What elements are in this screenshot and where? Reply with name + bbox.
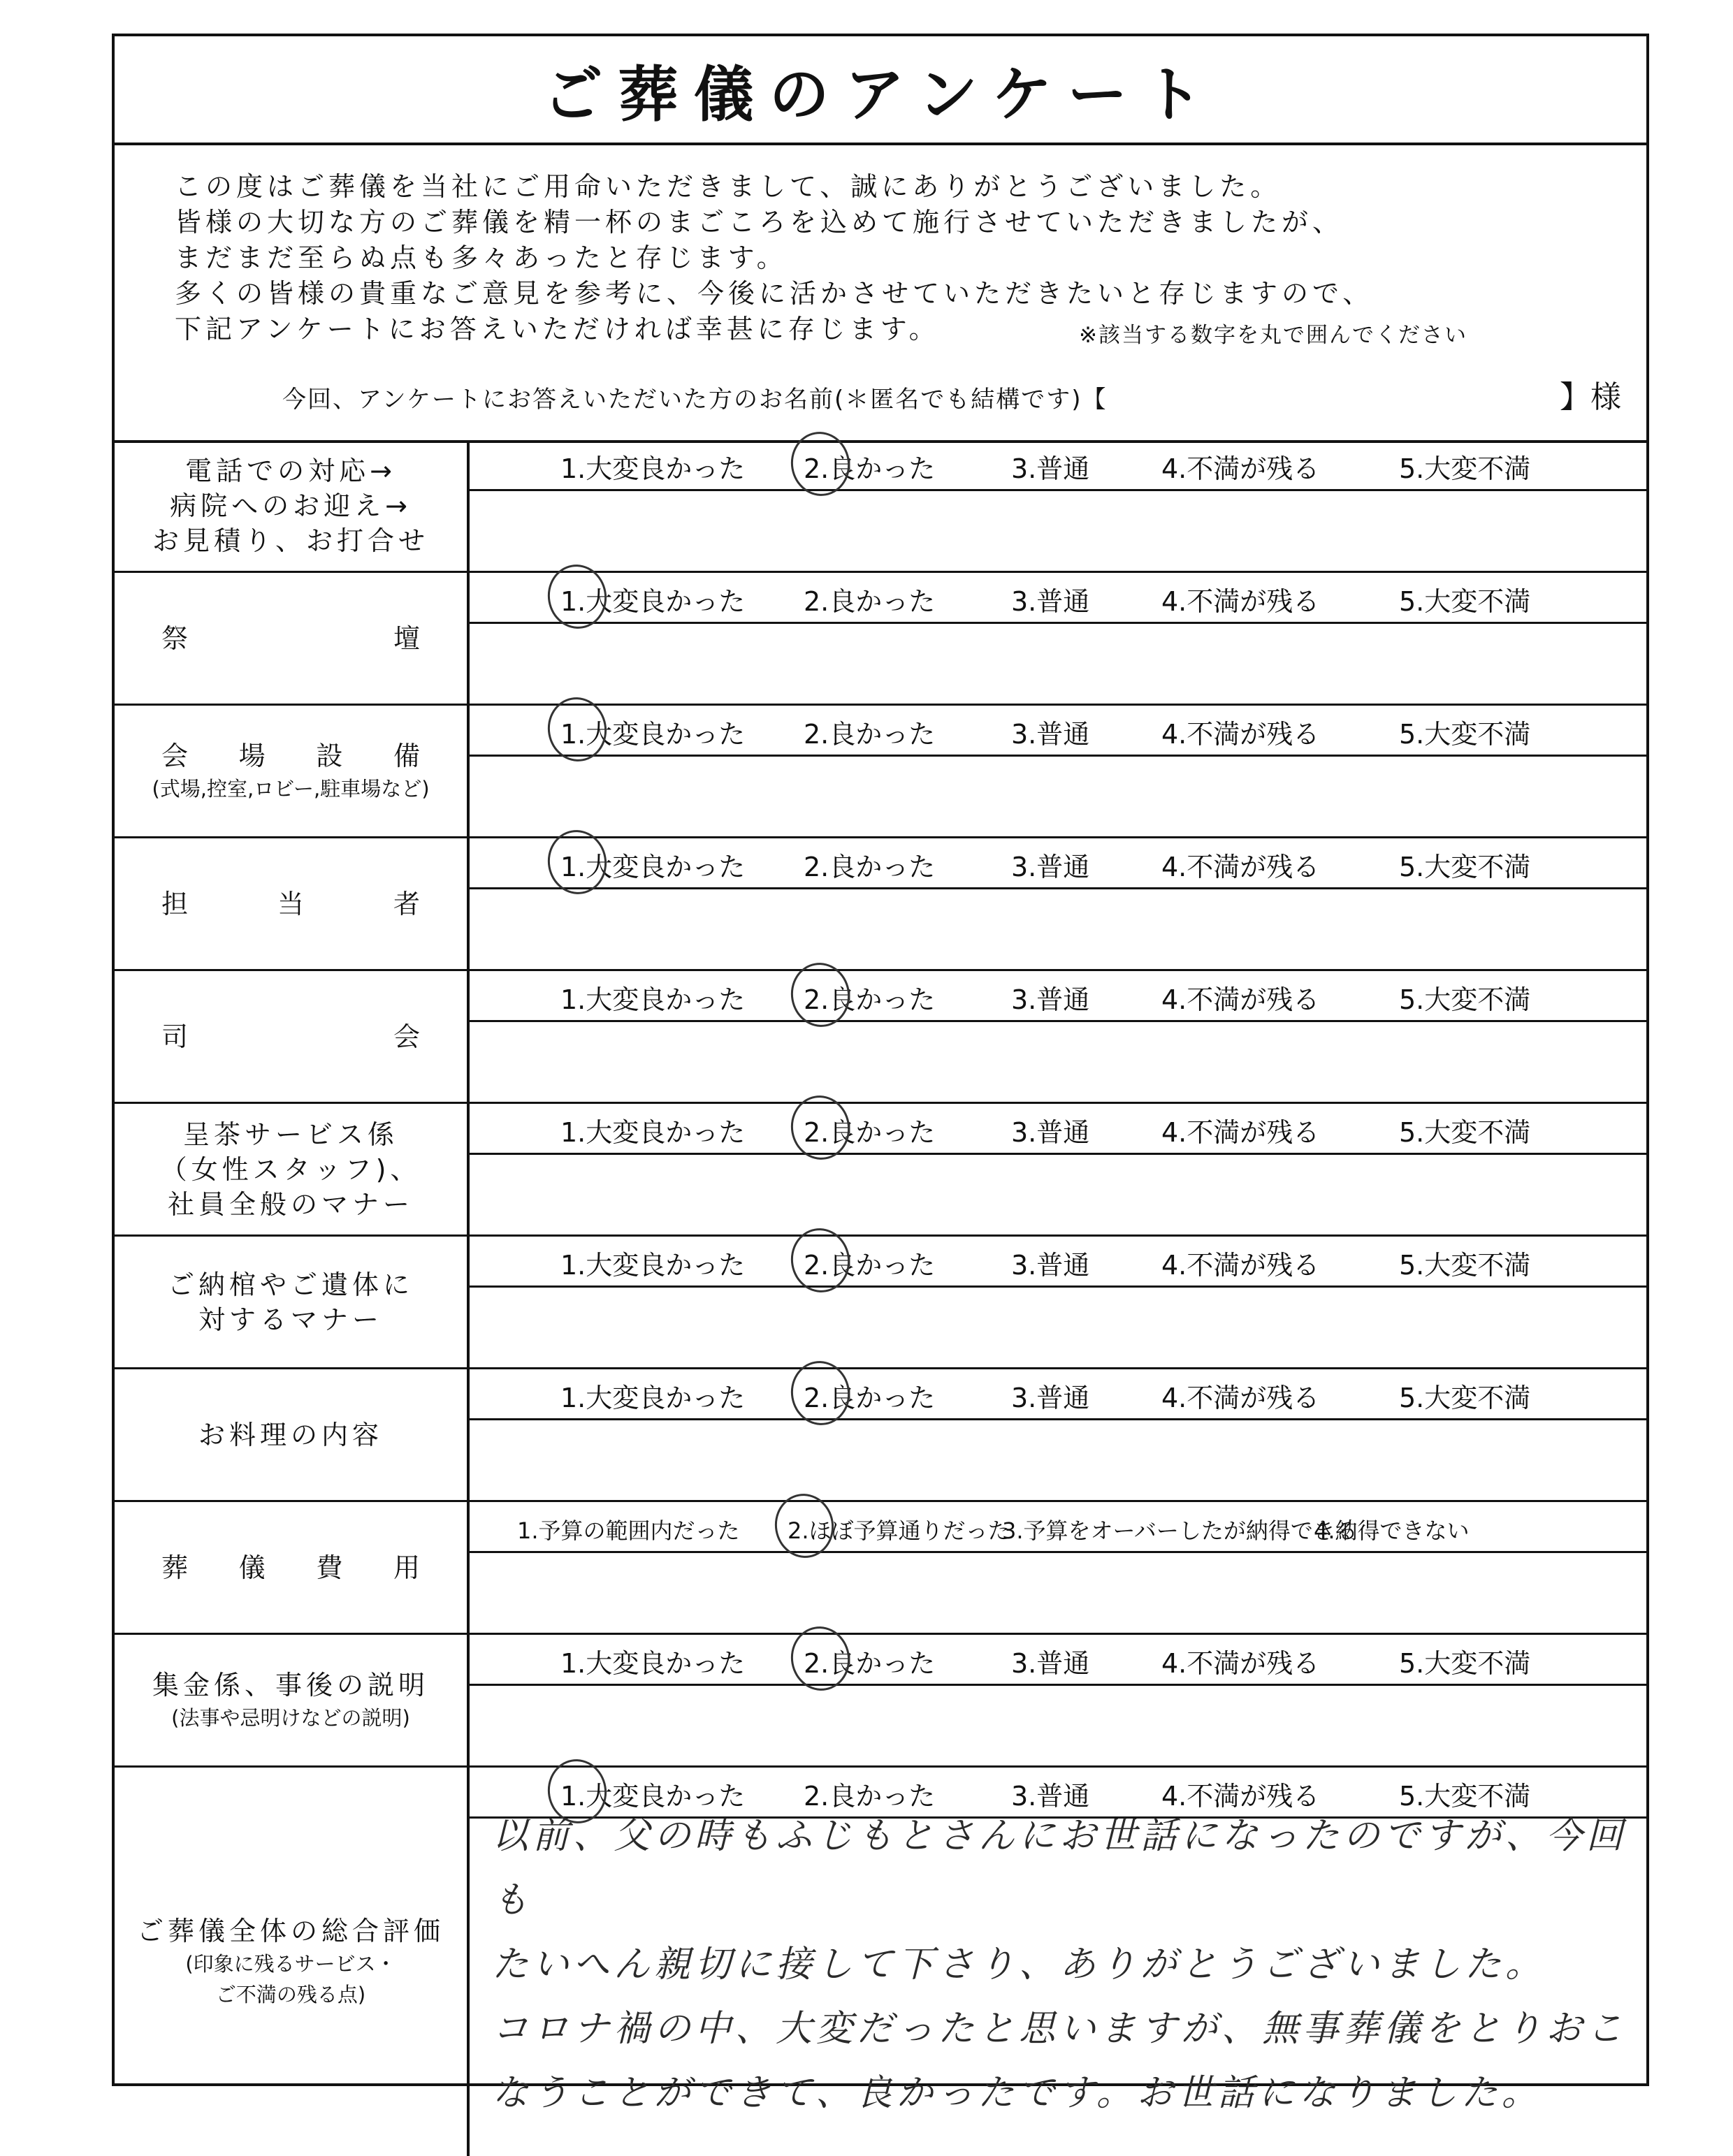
question-label-char: 費: [316, 1552, 343, 1583]
option-2[interactable]: 2.良かった: [804, 719, 936, 750]
question-label-line: ご葬儀全体の総合評価: [136, 1916, 444, 1946]
option-3[interactable]: 3.普通: [1011, 1117, 1090, 1148]
rating-options: [470, 1635, 1646, 1686]
option-4[interactable]: 4.納得できない: [1314, 1517, 1470, 1544]
option-1[interactable]: 1.大変良かった: [560, 852, 746, 882]
name-suffix: 】様: [1560, 379, 1621, 415]
option-5[interactable]: 5.大変不満: [1399, 1117, 1531, 1148]
question-row: [115, 440, 1646, 573]
question-label: [115, 1104, 470, 1234]
question-label-char: 設: [316, 740, 343, 771]
question-label-char: 司: [161, 1021, 189, 1052]
question-label-line: お見積り、お打合せ: [152, 525, 429, 556]
option-3[interactable]: 3.普通: [1011, 453, 1090, 484]
option-1[interactable]: 1.大変良かった: [560, 984, 746, 1015]
question-label-line: お料理の内容: [198, 1419, 383, 1450]
name-prompt: 今回、アンケートにお答えいただいた方のお名前(＊匿名でも結構です)【: [282, 386, 1108, 414]
question-label-char: 祭: [161, 622, 189, 654]
question-label-char: 会: [161, 740, 189, 771]
option-3[interactable]: 3.普通: [1011, 586, 1090, 617]
question-label: [115, 1369, 470, 1500]
question-row: [115, 971, 1646, 1104]
question-label: [115, 440, 470, 571]
question-label-char: 場: [238, 740, 266, 771]
rating-options: [470, 971, 1646, 1022]
rating-options: [470, 440, 1646, 491]
question-label-char: 当: [277, 888, 304, 919]
option-4[interactable]: 4.不満が残る: [1161, 1250, 1320, 1281]
rating-options: [470, 573, 1646, 624]
comment-line: コロナ禍の中、大変だったと思いますが、無事葬儀をとりおこ: [492, 2008, 1627, 2050]
question-label-spread: [161, 1550, 420, 1585]
option-5[interactable]: 5.大変不満: [1399, 1648, 1531, 1679]
question-row: [115, 1369, 1646, 1502]
instruction-note: ※該当する数字を丸で囲んでください: [1079, 323, 1467, 348]
option-2[interactable]: 2.良かった: [804, 1383, 936, 1413]
question-row: [115, 1104, 1646, 1237]
option-4[interactable]: 4.不満が残る: [1161, 1781, 1320, 1812]
option-3[interactable]: 3.普通: [1011, 1250, 1090, 1281]
option-5[interactable]: 5.大変不満: [1399, 586, 1531, 617]
rating-options: [470, 838, 1646, 889]
comment-line: なうことができて、良かったです。お世話になりました。: [492, 2072, 1542, 2114]
option-4[interactable]: 4.不満が残る: [1161, 453, 1320, 484]
question-label-sub: ご不満の残る点): [215, 1983, 366, 2006]
intro-section: [115, 143, 1646, 443]
question-label-char: 担: [161, 888, 189, 919]
rating-options: [470, 1369, 1646, 1420]
option-2[interactable]: 2.良かった: [804, 984, 936, 1015]
question-label-char: 備: [393, 740, 420, 771]
question-row: [115, 1635, 1646, 1768]
question-label: [115, 971, 470, 1102]
option-3[interactable]: 3.普通: [1011, 1648, 1090, 1679]
rating-options: [470, 706, 1646, 757]
option-1[interactable]: 1.大変良かった: [560, 1250, 746, 1281]
question-label-line: 電話での対応→: [185, 455, 396, 486]
option-3[interactable]: 3.普通: [1011, 852, 1090, 882]
option-2[interactable]: 2.良かった: [804, 1250, 936, 1281]
option-5[interactable]: 5.大変不満: [1399, 984, 1531, 1015]
option-4[interactable]: 4.不満が残る: [1161, 1383, 1320, 1413]
option-3[interactable]: 3.普通: [1011, 719, 1090, 750]
option-1[interactable]: 1.大変良かった: [560, 586, 746, 617]
intro-line: この度はご葬儀を当社にご用命いただきまして、誠にありがとうございました。: [175, 171, 1282, 202]
option-1[interactable]: 1.予算の範囲内だった: [517, 1517, 740, 1544]
option-5[interactable]: 5.大変不満: [1399, 719, 1531, 750]
option-2[interactable]: 2.良かった: [804, 1781, 936, 1812]
option-3[interactable]: 3.予算をオーバーしたが納得できる: [1002, 1517, 1358, 1544]
question-label-spread: [161, 1019, 420, 1054]
option-3[interactable]: 3.普通: [1011, 1383, 1090, 1413]
option-4[interactable]: 4.不満が残る: [1161, 1648, 1320, 1679]
question-label-char: 儀: [238, 1552, 266, 1583]
option-1[interactable]: 1.大変良かった: [560, 1781, 746, 1812]
question-label-sub: (法事や忌明けなどの説明): [171, 1705, 410, 1730]
question-row: [115, 1237, 1646, 1369]
question-label-line: 呈茶サービス係: [182, 1119, 398, 1150]
question-label-char: 者: [393, 888, 420, 919]
option-5[interactable]: 5.大変不満: [1399, 852, 1531, 882]
question-row: [115, 706, 1646, 838]
option-4[interactable]: 4.不満が残る: [1161, 586, 1320, 617]
cost-options: [470, 1502, 1646, 1553]
question-label-spread: [161, 621, 420, 656]
question-label: [115, 838, 470, 969]
option-5[interactable]: 5.大変不満: [1399, 1250, 1531, 1281]
page-title: ご葬儀のアンケート: [542, 60, 1219, 130]
title-row: [115, 36, 1646, 145]
question-label: [115, 1768, 470, 2156]
question-label-line: 対するマナー: [198, 1304, 383, 1335]
question-label: [115, 573, 470, 704]
question-label: [115, 1635, 470, 1765]
question-label-char: 会: [393, 1021, 420, 1052]
rating-options: [470, 1104, 1646, 1155]
option-4[interactable]: 4.不満が残る: [1161, 1117, 1320, 1148]
option-1[interactable]: 1.大変良かった: [560, 719, 746, 750]
question-label-sub: (印象に残るサービス・: [185, 1952, 396, 1976]
option-4[interactable]: 4.不満が残る: [1161, 852, 1320, 882]
option-5[interactable]: 5.大変不満: [1399, 1383, 1531, 1413]
option-1[interactable]: 1.大変良かった: [560, 1117, 746, 1148]
intro-line: まだまだ至らぬ点も多々あったと存じます。: [175, 242, 788, 273]
option-2[interactable]: 2.良かった: [804, 1117, 936, 1148]
handwritten-comment: [492, 1804, 1638, 2125]
option-4[interactable]: 4.不満が残る: [1161, 984, 1320, 1015]
question-label-line: 集金係、事後の説明: [152, 1669, 429, 1700]
option-3[interactable]: 3.普通: [1011, 984, 1090, 1015]
question-row: [115, 838, 1646, 971]
question-label-spread: [161, 887, 420, 922]
comment-line: たいへん親切に接して下さり、ありがとうございました。: [492, 1944, 1546, 1986]
question-label-line: 病院へのお迎え→: [170, 490, 412, 521]
option-5[interactable]: 5.大変不満: [1399, 453, 1531, 484]
question-label-char: 葬: [161, 1552, 189, 1583]
rating-options: [470, 1237, 1646, 1288]
option-2[interactable]: 2.ほぼ予算通りだった: [788, 1517, 1010, 1544]
option-3[interactable]: 3.普通: [1011, 1781, 1090, 1812]
option-2[interactable]: 2.良かった: [804, 453, 936, 484]
question-label-spread: [161, 738, 420, 773]
question-label-line: 社員全般のマナー: [167, 1188, 414, 1220]
intro-line: 皆様の大切な方のご葬儀を精一杯のまごころを込めて施行させていただきましたが、: [175, 207, 1344, 238]
option-2[interactable]: 2.良かった: [804, 586, 936, 617]
intro-line: 下記アンケートにお答えいただければ幸甚に存じます。: [175, 314, 940, 344]
option-2[interactable]: 2.良かった: [804, 1648, 936, 1679]
question-label: [115, 1237, 470, 1367]
question-label-char: 用: [393, 1552, 420, 1583]
question-label-char: 壇: [393, 622, 420, 654]
question-row: [115, 1502, 1646, 1635]
option-1[interactable]: 1.大変良かった: [560, 453, 746, 484]
option-5[interactable]: 5.大変不満: [1399, 1781, 1531, 1812]
question-label: [115, 1502, 470, 1633]
question-label-line: ご納棺やご遺体に: [167, 1269, 414, 1300]
question-label-sub: (式場,控室,ロビー,駐車場など): [152, 776, 430, 801]
option-4[interactable]: 4.不満が残る: [1161, 719, 1320, 750]
question-row: [115, 573, 1646, 706]
survey-form: [112, 34, 1649, 2114]
comment-line: 以前、父の時もふじもとさんにお世話になったのですが、今回も: [492, 1815, 1627, 1921]
question-label-line: （女性スタッフ)、: [160, 1153, 421, 1185]
option-1[interactable]: 1.大変良かった: [560, 1648, 746, 1679]
option-2[interactable]: 2.良かった: [804, 852, 936, 882]
intro-line: 多くの皆様の貴重なご意見を参考に、今後に活かさせていただきたいと存じますので、: [175, 278, 1374, 309]
option-1[interactable]: 1.大変良かった: [560, 1383, 746, 1413]
question-label: [115, 706, 470, 836]
